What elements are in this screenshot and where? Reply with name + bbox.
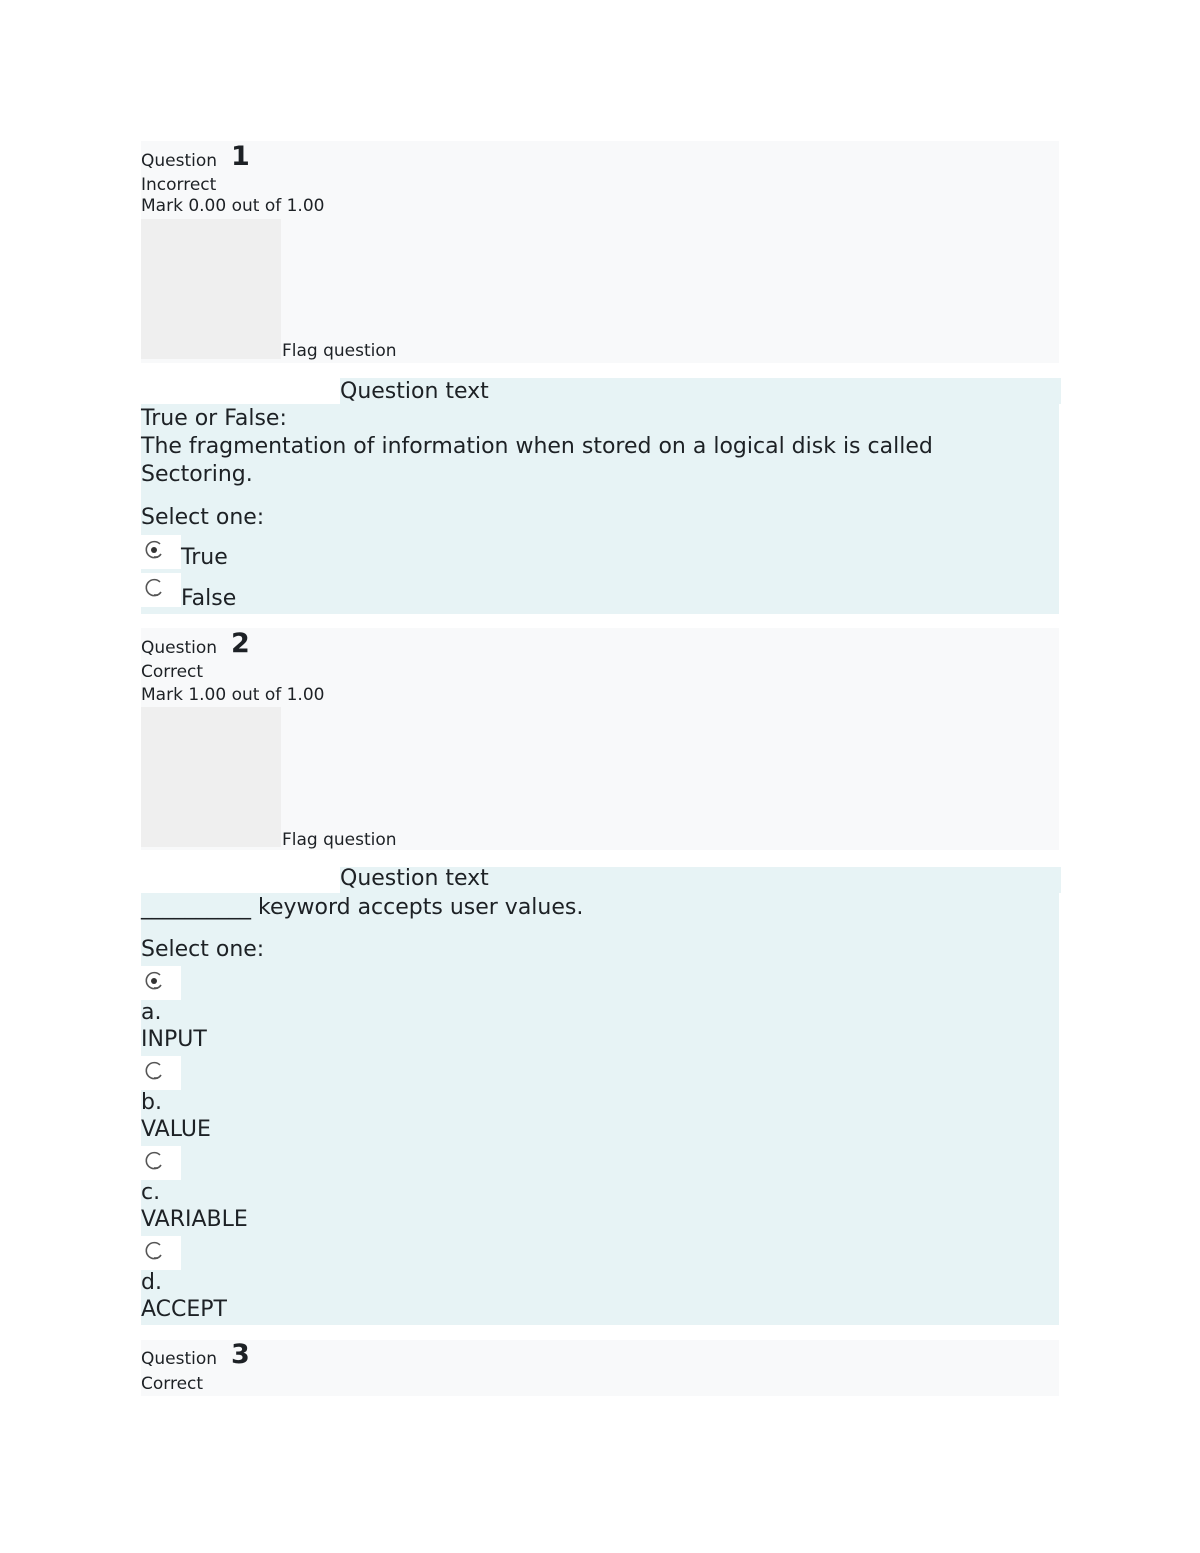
option-letter: d. — [141, 1270, 162, 1295]
question-status: Correct — [141, 662, 204, 682]
radio-option-d[interactable] — [141, 1236, 181, 1270]
radio-unselected-icon — [143, 1060, 165, 1082]
flag-icon[interactable] — [141, 219, 281, 359]
radio-true[interactable] — [141, 535, 181, 569]
radio-selected-icon — [143, 539, 165, 561]
option-label-true[interactable]: True — [181, 545, 228, 570]
question-label: Question — [141, 638, 218, 658]
option-label[interactable]: VALUE — [141, 1117, 211, 1142]
flag-icon[interactable] — [141, 707, 281, 847]
radio-option-a[interactable] — [141, 966, 181, 1000]
radio-option-c[interactable] — [141, 1146, 181, 1180]
radio-unselected-icon — [143, 1240, 165, 1262]
radio-unselected-icon — [143, 1150, 165, 1172]
radio-selected-icon — [143, 970, 165, 992]
question-text-heading: Question text — [340, 866, 489, 891]
question-text: __________ keyword accepts user values. — [141, 895, 584, 920]
radio-option-b[interactable] — [141, 1056, 181, 1090]
option-label[interactable]: INPUT — [141, 1027, 207, 1052]
flag-question-link[interactable]: Flag question — [282, 830, 397, 850]
question-text-heading: Question text — [340, 379, 489, 404]
option-label[interactable]: ACCEPT — [141, 1297, 227, 1322]
question-text: The fragmentation of information when stored on a logical disk is called — [141, 434, 933, 459]
select-one-prompt: Select one: — [141, 937, 265, 962]
option-letter: a. — [141, 1000, 162, 1025]
flag-question-link[interactable]: Flag question — [282, 341, 397, 361]
option-letter: b. — [141, 1090, 162, 1115]
question-number: 2 — [231, 628, 250, 659]
question-mark: Mark 1.00 out of 1.00 — [141, 685, 325, 705]
radio-false[interactable] — [141, 573, 181, 607]
select-one-prompt: Select one: — [141, 505, 265, 530]
question-2-content — [141, 893, 1059, 1325]
option-label-false[interactable]: False — [181, 586, 237, 611]
question-text: True or False: — [141, 406, 287, 431]
question-label: Question — [141, 151, 218, 171]
radio-unselected-icon — [143, 577, 165, 599]
question-mark: Mark 0.00 out of 1.00 — [141, 196, 325, 216]
question-3-info — [141, 1340, 1059, 1396]
question-text: Sectoring. — [141, 462, 253, 487]
question-status: Incorrect — [141, 175, 217, 195]
question-number: 3 — [231, 1339, 250, 1370]
question-label: Question — [141, 1349, 218, 1369]
option-letter: c. — [141, 1180, 161, 1205]
question-number: 1 — [231, 141, 250, 172]
question-status: Correct — [141, 1374, 204, 1394]
option-label[interactable]: VARIABLE — [141, 1207, 248, 1232]
